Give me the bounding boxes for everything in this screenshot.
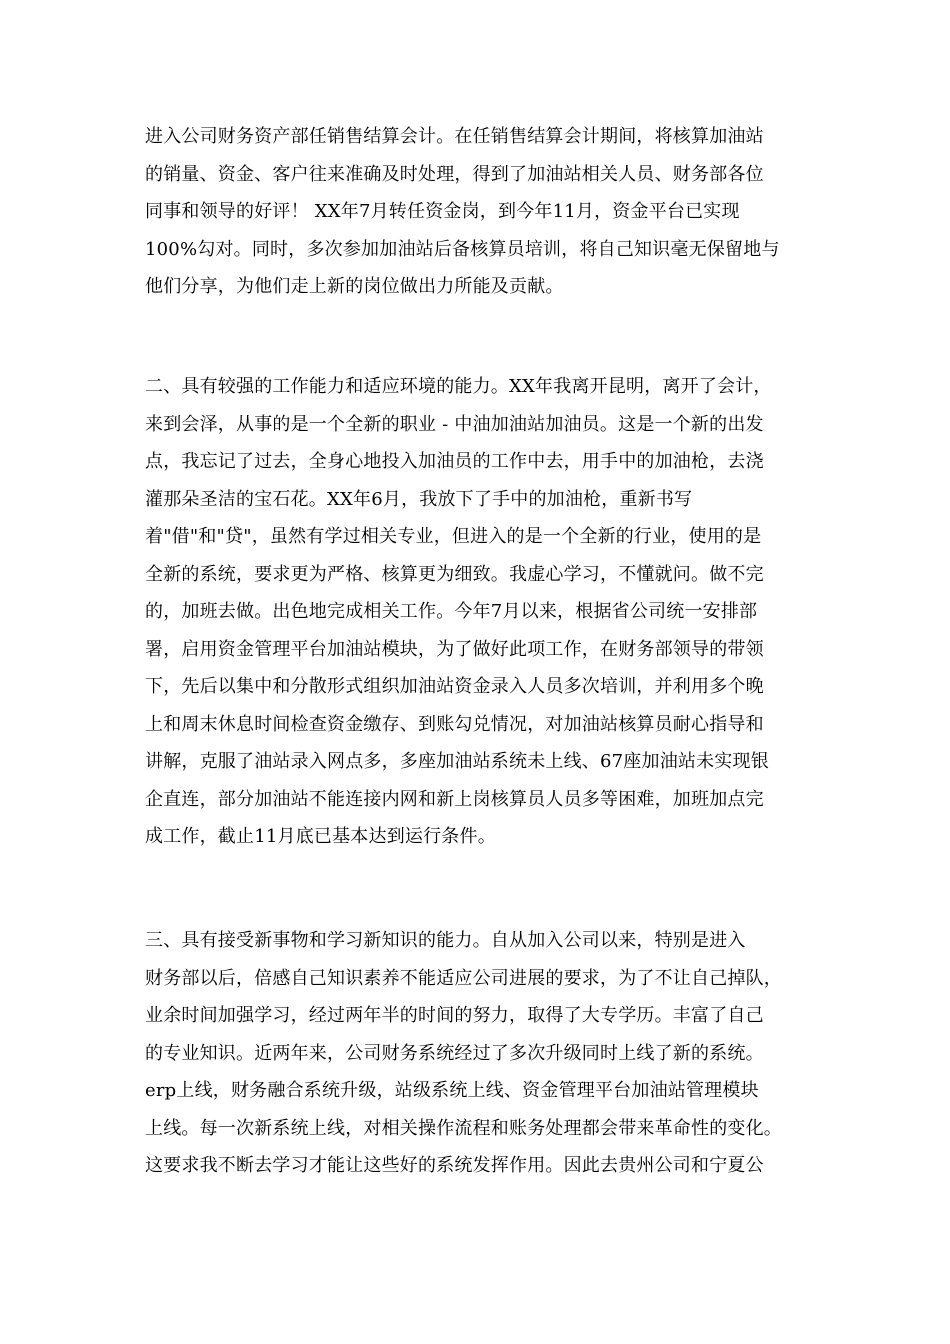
text-line: 上线。每一次新系统上线，对相关操作流程和账务处理都会带来革命性的变化。: [145, 1117, 782, 1139]
text-line: 灌那朵圣洁的宝石花。XX年6月，我放下了手中的加油枪，重新书写: [145, 488, 693, 510]
paragraph-3: [145, 922, 813, 1185]
text-line: 的专业知识。近两年来，公司财务系统经过了多次升级同时上线了新的系统。: [145, 1042, 764, 1064]
text-line: 这要求我不断去学习才能让这些好的系统发挥作用。因此去贵州公司和宁夏公: [145, 1155, 764, 1176]
text-line: 成工作，截止11月底已基本达到运行条件。: [145, 826, 496, 847]
text-line: 的销量、资金、客户往来准确及时处理，得到了加油站相关人员、财务部各位: [145, 163, 764, 185]
text-line: 财务部以后，倍感自己知识素养不能适应公司进展的要求，为了不让自己掉队，: [145, 967, 782, 989]
text-line: 点，我忘记了过去，全身心地投入加油员的工作中去，用手中的加油枪，去浇: [145, 451, 764, 472]
text-line: 他们分享，为他们走上新的岗位做出力所能及贡献。: [145, 276, 564, 297]
text-line: 着"借"和"贷"，虽然有学过相关专业，但进入的是一个全新的行业，使用的是: [145, 526, 762, 547]
text-line: 来到会泽，从事的是一个全新的职业 - 中油加油站加油员。这是一个新的出发: [145, 413, 764, 435]
text-line: erp上线，财务融合系统升级，站级系统上线、资金管理平台加油站管理模块: [145, 1080, 759, 1101]
paragraph-1: [145, 118, 813, 306]
text-line: 上和周末休息时间检查资金缴存、到账勾兑情况，对加油站核算员耐心指导和: [145, 713, 764, 735]
text-line: 100%勾对。同时，多次参加加油站后备核算员培训，将自己知识毫无保留地与: [145, 238, 780, 260]
text-line: 讲解，克服了油站录入网点多，多座加油站系统未上线、67座加油站未实现银: [145, 751, 769, 772]
text-line: 进入公司财务资产部任销售结算会计。在任销售结算会计期间，将核算加油站: [145, 126, 764, 147]
text-line: 同事和领导的好评！ XX年7月转任资金岗，到今年11月，资金平台已实现: [145, 201, 740, 222]
text-line: 业余时间加强学习，经过两年半的时间的努力，取得了大专学历。丰富了自己: [145, 1005, 764, 1026]
text-line: 企直连，部分加油站不能连接内网和新上岗核算员人员多等困难，加班加点完: [145, 788, 764, 810]
text-line: 三、具有接受新事物和学习新知识的能力。自从加入公司以来，特别是进入: [145, 930, 746, 951]
paragraph-2: [145, 368, 813, 856]
text-line: 的，加班去做。出色地完成相关工作。今年7月以来，根据省公司统一安排部: [145, 601, 758, 622]
text-line: 下，先后以集中和分散形式组织加油站资金录入人员多次培训，并利用多个晚: [145, 676, 764, 697]
text-line: 全新的系统，要求更为严格、核算更为细致。我虚心学习，不懂就问。做不完: [145, 563, 764, 585]
text-line: 署，启用资金管理平台加油站模块，为了做好此项工作，在财务部领导的带领: [145, 638, 764, 660]
text-line: 二、具有较强的工作能力和适应环境的能力。XX年我离开昆明，离开了会计，: [145, 376, 772, 397]
